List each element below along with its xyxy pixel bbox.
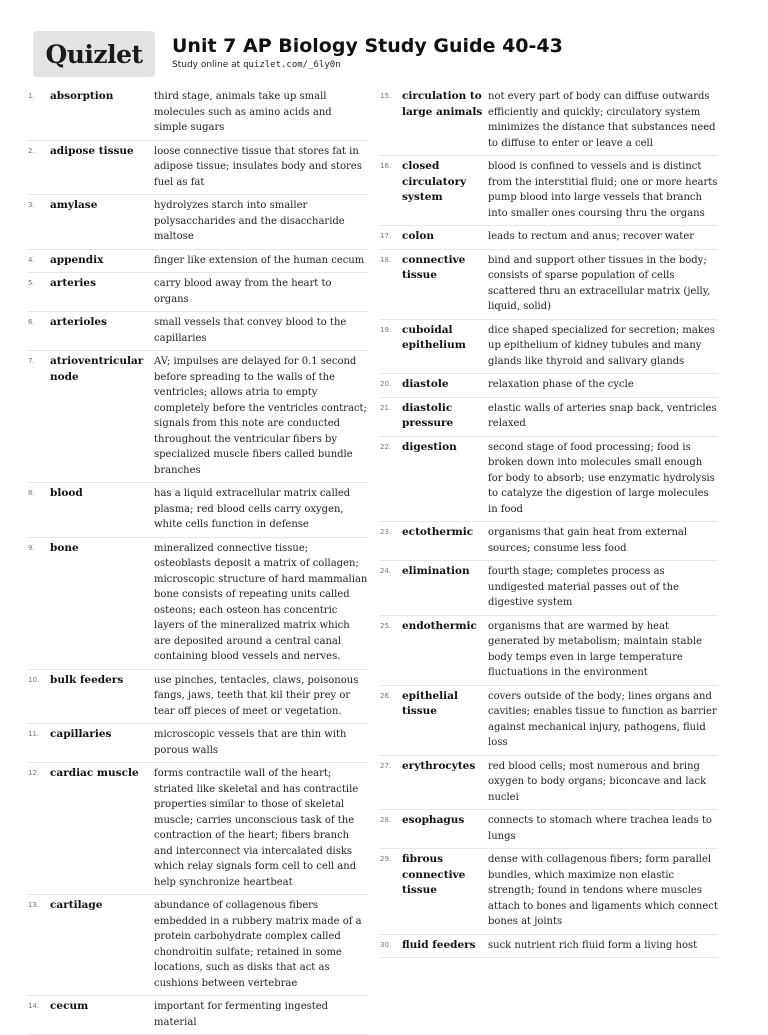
card-definition: relaxation phase of the cycle (488, 379, 634, 390)
card-row (380, 561, 718, 616)
card-row (28, 141, 368, 196)
card-row (28, 895, 368, 996)
card-definition: finger like extension of the human cecum (154, 254, 365, 266)
card-definition: connects to stomach where trachea leads to lungs (488, 815, 712, 842)
card-number: 22. (380, 442, 392, 451)
card-definition: dice shaped specialized for secretion; makes up epithelium of kidney tubules and many glands like thyroid and salivary glands (488, 324, 715, 367)
card-number: 6. (28, 318, 35, 326)
card-term: blood (50, 487, 83, 499)
card-number: 17. (380, 232, 392, 240)
card-definition: organisms that are warmed by heat generated by metabolism; maintain stable body temps even in large temperature fluctuations in the environment (488, 620, 703, 678)
card-row (380, 226, 718, 250)
card-number: 26. (380, 691, 392, 700)
card-definition: red blood cells; most numerous and bring oxygen to body organs; biconcave and lack nuclei (488, 760, 707, 803)
card-number: 2. (28, 146, 35, 155)
card-row (380, 756, 718, 811)
card-term: adipose tissue (50, 144, 134, 157)
card-number: 27. (380, 761, 392, 770)
card-term: closed circulatory system (402, 160, 467, 203)
card-definition: second stage of food processing; food is broken down into molecules small enough for body to absorb; use enzymatic hydrolysis to catalyze the digestion of large molecules in food (488, 441, 715, 515)
card-number: 21. (380, 403, 392, 412)
study-online-line (172, 60, 341, 70)
card-definition: hydrolyzes starch into smaller polysaccharides and the disaccharide maltose (154, 200, 345, 242)
card-term: fluid feeders (402, 938, 476, 951)
card-term: arteries (50, 277, 96, 289)
card-row (28, 351, 368, 483)
card-row (380, 686, 718, 756)
card-row (28, 724, 368, 763)
card-number: 23. (380, 528, 392, 536)
page-header (33, 31, 743, 77)
card-number: 8. (28, 489, 35, 497)
card-term: epithelial tissue (402, 689, 458, 717)
card-definition: AV; impulses are delayed for 0.1 second before spreading to the walls of the ventricles; allows atria to empty completely before the ventricles contract; signals from this note are conducted throughout the ventricular fibers by specialized muscle fibers called bundle branches (154, 356, 367, 476)
card-number: 4. (28, 255, 35, 264)
card-row (380, 156, 718, 226)
card-term: cardiac muscle (50, 767, 139, 779)
card-number: 25. (380, 621, 392, 630)
card-definition: suck nutrient rich fluid form a living host (488, 939, 698, 951)
card-term: appendix (50, 253, 104, 266)
card-row (380, 935, 718, 959)
left-card-column (28, 86, 368, 1035)
card-row (380, 849, 718, 935)
card-definition: dense with collagenous fibers; form parallel bundles, which maximize non elastic strength; found in tendons where muscles attach to bones and ligaments which connect bones at joints (488, 854, 718, 927)
card-number: 30. (380, 940, 392, 949)
card-term: arterioles (50, 316, 107, 328)
card-definition: carry blood away from the heart to organs (154, 278, 332, 305)
card-term: atrioventricular node (50, 355, 144, 383)
card-row (28, 86, 368, 141)
card-definition: loose connective tissue that stores fat in adipose tissue; insulates body and stores fuel as fat (154, 145, 362, 188)
card-definition: small vessels that convey blood to the capillaries (154, 317, 347, 344)
card-row (28, 538, 368, 670)
card-definition: bind and support other tissues in the body; consists of sparse population of cells scattered thru an extracellular matrix (jelly, liquid, solid) (488, 254, 711, 312)
card-definition: mineralized connective tissue; osteoblasts deposit a matrix of collagen; microscopic structure of hard mammalian bone consists of repeating units called osteons; each osteon has concentric layers of the mineralized matrix which are deposited around a central canal containing blood vessels and nerves. (154, 542, 368, 662)
quizlet-logo[interactable]: Quizlet (33, 31, 155, 77)
card-term: erythrocytes (402, 759, 476, 772)
card-term: endothermic (402, 619, 477, 632)
card-number: 5. (28, 279, 35, 287)
card-number: 7. (28, 357, 35, 365)
card-row (28, 312, 368, 351)
card-number: 18. (380, 255, 392, 264)
card-definition: use pinches, tentacles, claws, poisonous fangs, jaws, teeth that kil their prey or tear off pieces of meet or vegetation. (154, 674, 359, 717)
card-term: ectothermic (402, 526, 474, 538)
card-row (380, 86, 718, 156)
card-number: 20. (380, 380, 392, 388)
card-term: amylase (50, 199, 98, 211)
card-number: 10. (28, 675, 40, 684)
card-number: 3. (28, 201, 35, 209)
card-row (28, 763, 368, 895)
card-definition: third stage, animals take up small molecules such as amino acids and simple sugars (154, 91, 332, 133)
card-term: connective tissue (402, 253, 466, 281)
card-number: 12. (28, 769, 40, 777)
card-row (380, 250, 718, 320)
card-term: absorption (50, 90, 114, 102)
card-number: 29. (380, 855, 392, 863)
card-term: cuboidal epithelium (402, 323, 466, 351)
card-definition: organisms that gain heat from external sources; consume less food (488, 527, 688, 554)
right-card-column (380, 86, 718, 958)
card-row (28, 195, 368, 250)
page-title: Unit 7 AP Biology Study Guide 40-43 (172, 35, 563, 57)
card-row (380, 374, 718, 398)
card-row (28, 996, 368, 1035)
card-number: 9. (28, 543, 35, 552)
card-term: bulk feeders (50, 673, 124, 686)
card-term: bone (50, 541, 79, 554)
card-term: esophagus (402, 814, 465, 826)
card-row (28, 250, 368, 274)
card-row (28, 483, 368, 538)
card-row (380, 437, 718, 523)
card-row (28, 273, 368, 312)
card-number: 24. (380, 567, 392, 575)
card-number: 19. (380, 325, 392, 334)
card-row (380, 616, 718, 686)
card-number: 13. (28, 901, 40, 909)
card-row (380, 398, 718, 437)
card-row (380, 810, 718, 849)
card-number: 1. (28, 92, 35, 100)
card-number: 11. (28, 730, 40, 738)
card-definition: not every part of body can diffuse outwards efficiently and quickly; circulatory system minimizes the distance that substances need to diffuse to enter or leave a cell (488, 91, 716, 149)
card-row (380, 522, 718, 561)
card-definition: elastic walls of arteries snap back, ventricles relaxed (488, 402, 717, 429)
card-definition: has a liquid extracellular matrix called plasma; red blood cells carry oxygen, white cells function in defense (154, 488, 351, 530)
card-row (28, 670, 368, 725)
card-definition: microscopic vessels that are thin with porous walls (154, 729, 347, 756)
card-term: fibrous connective tissue (402, 853, 466, 896)
card-term: digestion (402, 440, 457, 453)
card-definition: fourth stage; completes process as undigested material passes out of the digestive system (488, 566, 679, 608)
card-definition: abundance of collagenous fibers embedded in a rubbery matrix made of a protein carbohydrate complex called chondroitin sulfate; retained in some locations, such as disks that act as cushions between vertebrae (154, 900, 362, 989)
card-term: capillaries (50, 728, 112, 740)
card-number: 14. (28, 1002, 40, 1010)
card-definition: important for fermenting ingested material (154, 1001, 329, 1028)
card-term: circulation to large animals (402, 90, 483, 118)
card-definition: forms contractile wall of the heart; striated like skeletal and has contractile properties similar to those of skeletal muscle; carries unconscious task of the contraction of the heart; fibers branch and interconnect via intercalated disks which relay signals form cell to cell and help synchronize heartbeat (154, 768, 359, 888)
card-number: 15. (380, 92, 392, 100)
card-term: cecum (50, 1000, 89, 1012)
card-number: 28. (380, 816, 392, 824)
card-term: diastolic pressure (402, 401, 454, 429)
card-number: 16. (380, 162, 392, 170)
card-term: cartilage (50, 899, 103, 911)
card-definition: covers outside of the body; lines organs and cavities; enables tissue to function as barrier against mechanical injury, pathogens, fluid loss (488, 690, 717, 748)
card-term: elimination (402, 565, 470, 577)
card-definition: blood is confined to vessels and is distinct from the interstitial fluid; one or more hearts pump blood into large vessels that branch into smaller ones coursing thru the organs (488, 161, 718, 219)
card-term: colon (402, 230, 435, 242)
card-term: diastole (402, 378, 449, 390)
card-row (380, 320, 718, 375)
study-url-link[interactable]: quizlet.com/_6ly0n (243, 60, 341, 70)
study-online-label: Study online at (172, 60, 244, 70)
card-definition: leads to rectum and anus; recover water (488, 231, 695, 242)
